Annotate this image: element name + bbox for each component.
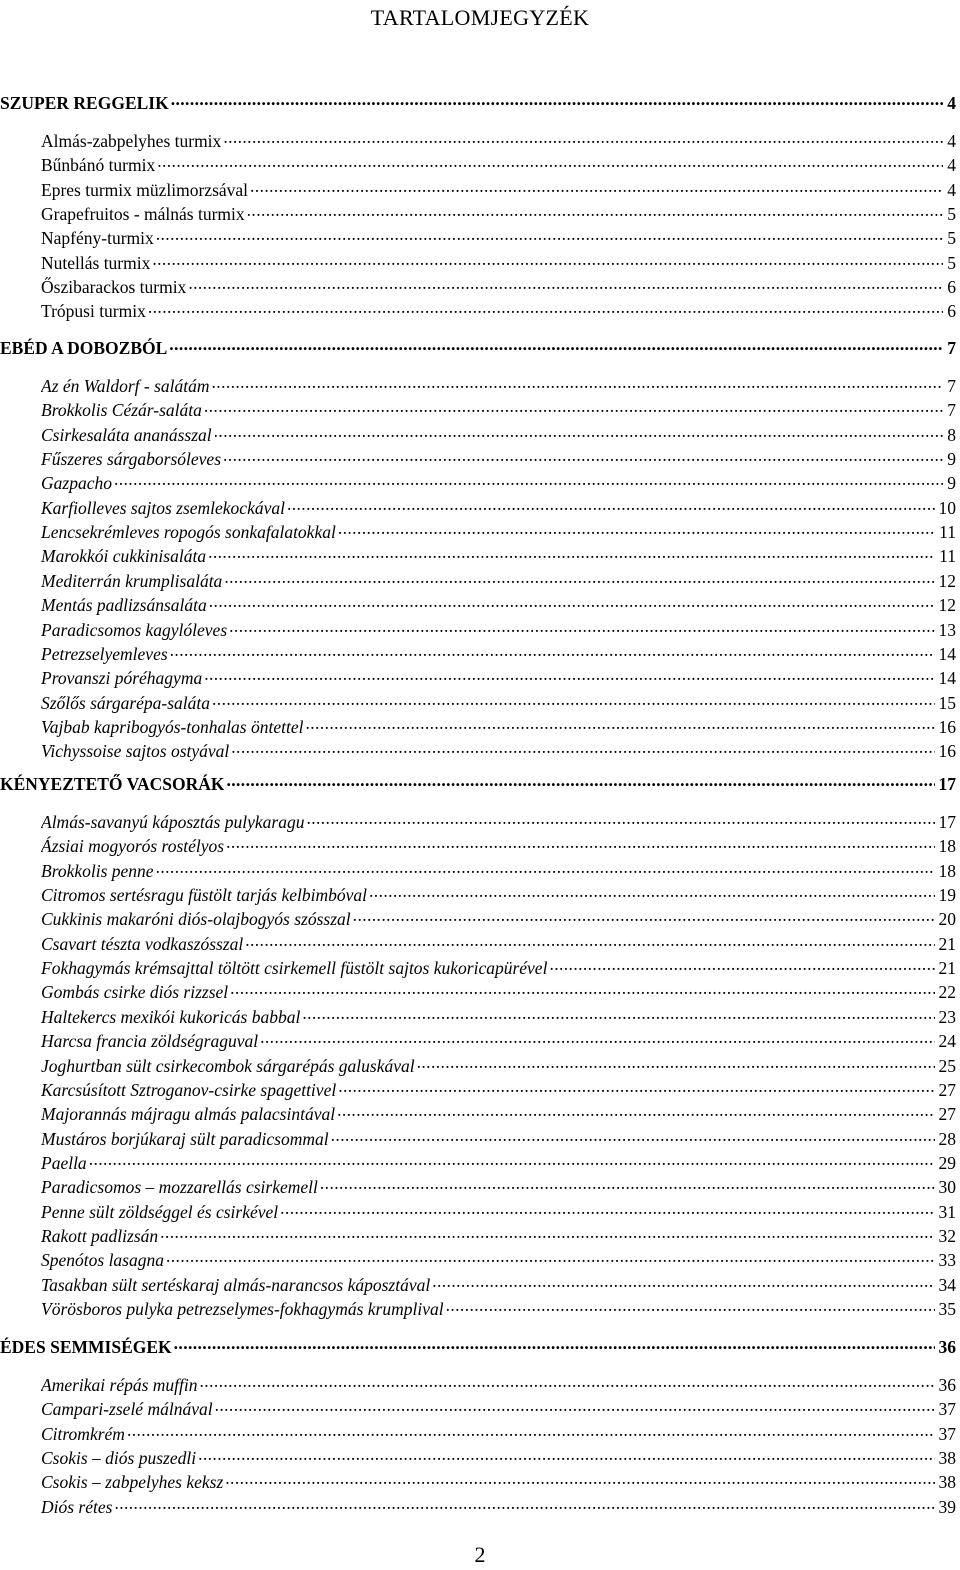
dot-leader — [214, 421, 944, 441]
toc-entry[interactable] — [41, 127, 960, 151]
section-page-number: 4 — [947, 93, 956, 113]
entry-page-number: 39 — [938, 1497, 956, 1517]
entry-page-number: 25 — [938, 1056, 956, 1076]
dot-leader — [247, 200, 944, 220]
dot-leader — [200, 1371, 935, 1391]
entry-page-number: 27 — [938, 1104, 956, 1124]
toc-entry[interactable] — [41, 518, 960, 542]
entry-page-number: 19 — [938, 885, 956, 905]
section-page-number: 36 — [938, 1337, 956, 1357]
entry-title: Joghurtban sült csirkecombok sárgarépás galuskával — [41, 1056, 415, 1076]
entry-title: Karcsúsított Sztroganov-csirke spagettivel — [41, 1080, 337, 1100]
entry-title: Rakott padlizsán — [41, 1226, 159, 1246]
dot-leader — [204, 664, 934, 684]
entry-page-number: 37 — [938, 1424, 956, 1444]
toc-entry[interactable] — [41, 857, 960, 881]
entry-title: Fokhagymás krémsajttal töltött csirkemell füstölt sajtos kukoricapürével — [41, 958, 548, 978]
entry-title: Marokkói cukkinisaláta — [41, 546, 207, 566]
entry-page-number: 38 — [938, 1472, 956, 1492]
entry-page-number: 35 — [938, 1299, 956, 1319]
toc-entry[interactable] — [41, 640, 960, 664]
dot-leader — [226, 770, 934, 790]
dot-leader — [226, 832, 934, 852]
dot-leader — [320, 1173, 935, 1193]
dot-leader — [114, 469, 943, 489]
entry-title: Vajbab kapribogyós-tonhalas öntettel — [41, 717, 304, 737]
toc-entry[interactable] — [41, 1271, 960, 1295]
entry-page-number: 8 — [947, 425, 956, 445]
toc-entry[interactable] — [41, 224, 960, 248]
toc-entry[interactable] — [41, 249, 960, 273]
entry-page-number: 18 — [938, 861, 956, 881]
entry-page-number: 4 — [947, 180, 956, 200]
toc-entry[interactable] — [41, 421, 960, 445]
toc-entry[interactable] — [41, 273, 960, 297]
entry-page-number: 7 — [947, 400, 956, 420]
entry-title: Gazpacho — [41, 473, 112, 493]
dot-leader — [160, 1222, 934, 1242]
entry-page-number: 11 — [939, 522, 956, 542]
entry-title: Tasakban sült sertéskaraj almás-narancsos káposztával — [41, 1275, 431, 1295]
entry-page-number: 34 — [938, 1275, 956, 1295]
entry-title: Almás-savanyú káposztás pulykaragu — [41, 812, 305, 832]
entry-page-number: 33 — [938, 1250, 956, 1270]
dot-leader — [148, 297, 943, 317]
toc-entry[interactable] — [41, 1395, 960, 1419]
section-title: KÉNYEZTETŐ VACSORÁK — [0, 774, 225, 794]
dot-leader — [208, 542, 935, 562]
entry-page-number: 13 — [938, 620, 956, 640]
dot-leader — [170, 640, 935, 660]
dot-leader — [225, 1468, 934, 1488]
dot-leader — [446, 1295, 935, 1315]
dot-leader — [229, 616, 934, 636]
entry-title: Trópusi turmix — [41, 301, 146, 321]
dot-leader — [156, 224, 944, 244]
entry-page-number: 9 — [947, 449, 956, 469]
toc-entry[interactable] — [41, 396, 960, 420]
entry-title: Gombás csirke diós rizzsel — [41, 982, 229, 1002]
dot-leader — [338, 1076, 934, 1096]
toc-entry[interactable] — [41, 1052, 960, 1076]
entry-title: Csokis – diós puszedli — [41, 1448, 197, 1468]
toc-entry[interactable] — [41, 567, 960, 591]
toc-entry[interactable] — [41, 176, 960, 200]
entry-page-number: 11 — [939, 546, 956, 566]
entry-page-number: 6 — [947, 277, 956, 297]
entry-page-number: 31 — [938, 1202, 956, 1222]
dot-leader — [549, 954, 934, 974]
entry-title: Az én Waldorf - salátám — [41, 376, 210, 396]
toc-entry[interactable] — [41, 494, 960, 518]
entry-title: Harcsa francia zöldségraguval — [41, 1031, 259, 1051]
toc-entry[interactable] — [41, 1295, 960, 1319]
entry-page-number: 16 — [938, 741, 956, 761]
entry-title: Campari-zselé málnával — [41, 1399, 213, 1419]
dot-leader — [302, 1003, 934, 1023]
toc-section-heading[interactable] — [0, 89, 960, 113]
dot-leader — [337, 1100, 934, 1120]
entry-title: Majorannás májragu almás palacsintával — [41, 1104, 336, 1124]
dot-leader — [204, 396, 943, 416]
dot-leader — [250, 176, 943, 196]
dot-leader — [338, 518, 935, 538]
dot-leader — [417, 1052, 935, 1072]
entry-title: Cukkinis makaróni diós-olajbogyós szósszal — [41, 909, 351, 929]
toc-entry[interactable] — [41, 881, 960, 905]
dot-leader — [260, 1027, 934, 1047]
toc-entry[interactable] — [41, 689, 960, 713]
entry-page-number: 14 — [938, 668, 956, 688]
dot-leader — [156, 857, 935, 877]
dot-leader — [287, 494, 935, 514]
entry-page-number: 28 — [938, 1129, 956, 1149]
entry-title: Almás-zabpelyhes turmix — [41, 131, 222, 151]
entry-page-number: 36 — [938, 1375, 956, 1395]
entry-title: Bűnbánó turmix — [41, 155, 156, 175]
toc-entry[interactable] — [41, 1149, 960, 1173]
toc-entry[interactable] — [41, 297, 960, 321]
entry-title: Paradicsomos – mozzarellás csirkemell — [41, 1177, 318, 1197]
toc-entry[interactable] — [41, 737, 960, 761]
entry-page-number: 17 — [938, 812, 956, 832]
toc-entry[interactable] — [41, 954, 960, 978]
dot-leader — [353, 905, 935, 925]
toc-entry[interactable] — [41, 1100, 960, 1124]
section-title: ÉDES SEMMISÉGEK — [0, 1337, 172, 1357]
toc-entry[interactable] — [41, 1003, 960, 1027]
entry-page-number: 15 — [938, 693, 956, 713]
dot-leader — [230, 978, 934, 998]
toc-entry[interactable] — [41, 832, 960, 856]
entry-title: Spenótos lasagna — [41, 1250, 164, 1270]
entry-title: Grapefruitos - málnás turmix — [41, 204, 245, 224]
entry-title: Szőlős sárgarépa-saláta — [41, 693, 211, 713]
entry-page-number: 29 — [938, 1153, 956, 1173]
entry-page-number: 5 — [947, 253, 956, 273]
entry-page-number: 21 — [938, 934, 956, 954]
dot-leader — [231, 737, 934, 757]
dot-leader — [369, 881, 934, 901]
entry-title: Haltekercs mexikói kukoricás babbal — [41, 1007, 301, 1027]
entry-title: Diós rétes — [41, 1497, 113, 1517]
entry-page-number: 6 — [947, 301, 956, 321]
toc-entry[interactable] — [41, 1493, 960, 1517]
dot-leader — [306, 808, 934, 828]
toc-entry[interactable] — [41, 200, 960, 224]
page-title: TARTALOMJEGYZÉK — [370, 5, 590, 30]
toc-entry[interactable] — [41, 930, 960, 954]
entry-page-number: 10 — [938, 498, 956, 518]
entry-title: Csokis – zabpelyhes keksz — [41, 1472, 224, 1492]
toc-entry[interactable] — [41, 372, 960, 396]
entry-page-number: 5 — [947, 228, 956, 248]
toc-section-heading[interactable] — [0, 334, 960, 358]
entry-title: Napfény-turmix — [41, 228, 154, 248]
entry-page-number: 16 — [938, 717, 956, 737]
entry-page-number: 12 — [938, 595, 956, 615]
entry-title: Lencsekrémleves ropogós sonkafalatokkal — [41, 522, 336, 542]
entry-title: Brokkolis penne — [41, 861, 154, 881]
dot-leader — [223, 445, 943, 465]
entry-title: Petrezselyemleves — [41, 644, 168, 664]
dot-leader — [174, 1333, 935, 1353]
toc-entry[interactable] — [41, 664, 960, 688]
entry-page-number: 20 — [938, 909, 956, 929]
dot-leader — [215, 1395, 935, 1415]
toc-entry[interactable] — [41, 542, 960, 566]
entry-title: Vichyssoise sajtos ostyával — [41, 741, 230, 761]
entry-page-number: 22 — [938, 982, 956, 1002]
dot-leader — [157, 151, 943, 171]
toc-entry[interactable] — [41, 469, 960, 493]
toc-entry[interactable] — [41, 978, 960, 1002]
entry-page-number: 4 — [947, 155, 956, 175]
entry-page-number: 7 — [947, 376, 956, 396]
entry-page-number: 21 — [938, 958, 956, 978]
section-page-number: 17 — [938, 774, 956, 794]
dot-leader — [223, 127, 943, 147]
entry-title: Brokkolis Cézár-saláta — [41, 400, 202, 420]
toc-entry[interactable] — [41, 713, 960, 737]
entry-title: Mustáros borjúkaraj sült paradicsommal — [41, 1129, 329, 1149]
dot-leader — [198, 1444, 934, 1464]
toc-entry[interactable] — [41, 1420, 960, 1444]
toc-entry[interactable] — [41, 151, 960, 175]
dot-leader — [305, 713, 934, 733]
dot-leader — [280, 1198, 934, 1218]
entry-title: Amerikai répás muffin — [41, 1375, 198, 1395]
entry-title: Citromos sertésragu füstölt tarjás kelbimbóval — [41, 885, 368, 905]
entry-page-number: 37 — [938, 1399, 956, 1419]
dot-leader — [166, 1246, 935, 1266]
toc-entry[interactable] — [41, 1027, 960, 1051]
toc-section-heading[interactable] — [0, 770, 960, 794]
entry-title: Epres turmix müzlimorzsával — [41, 180, 249, 200]
toc-entry[interactable] — [41, 616, 960, 640]
entry-title: Karfiolleves sajtos zsemlekockával — [41, 498, 285, 518]
dot-leader — [331, 1125, 935, 1145]
dot-leader — [224, 567, 934, 587]
entry-title: Csavart tészta vodkaszósszal — [41, 934, 244, 954]
entry-title: Paradicsomos kagylóleves — [41, 620, 228, 640]
entry-title: Ázsiai mogyorós rostélyos — [41, 836, 225, 856]
entry-page-number: 12 — [938, 571, 956, 591]
toc-entry[interactable] — [41, 1173, 960, 1197]
section-title: SZUPER REGGELIK — [0, 93, 169, 113]
entry-page-number: 24 — [938, 1031, 956, 1051]
dot-leader — [114, 1493, 934, 1513]
entry-title: Csirkesaláta ananásszal — [41, 425, 212, 445]
toc-entry[interactable] — [41, 445, 960, 469]
entry-page-number: 4 — [947, 131, 956, 151]
entry-title: Provanszi póréhagyma — [41, 668, 203, 688]
entry-title: Paella — [41, 1153, 87, 1173]
entry-title: Nutellás turmix — [41, 253, 151, 273]
toc-entry[interactable] — [41, 1371, 960, 1395]
entry-title: Fűszeres sárgaborsóleves — [41, 449, 222, 469]
dot-leader — [432, 1271, 934, 1291]
entry-page-number: 30 — [938, 1177, 956, 1197]
dot-leader — [171, 89, 944, 109]
entry-page-number: 18 — [938, 836, 956, 856]
dot-leader — [127, 1420, 935, 1440]
dot-leader — [152, 249, 943, 269]
entry-page-number: 14 — [938, 644, 956, 664]
toc-section-heading[interactable] — [0, 1333, 960, 1357]
toc-entry[interactable] — [41, 905, 960, 929]
dot-leader — [169, 334, 943, 354]
entry-title: Vörösboros pulyka petrezselymes-fokhagymás krumplival — [41, 1299, 444, 1319]
section-title: EBÉD A DOBOZBÓL — [0, 338, 168, 358]
dot-leader — [212, 689, 934, 709]
toc-entry[interactable] — [41, 591, 960, 615]
dot-leader — [245, 930, 934, 950]
toc-entry[interactable] — [41, 1125, 960, 1149]
dot-leader — [209, 591, 935, 611]
dot-leader — [188, 273, 943, 293]
entry-page-number: 38 — [938, 1448, 956, 1468]
page-number: 2 — [474, 1542, 486, 1567]
entry-title: Őszibarackos turmix — [41, 277, 187, 297]
dot-leader — [89, 1149, 935, 1169]
toc-entry[interactable] — [41, 1222, 960, 1246]
toc-entry[interactable] — [41, 1444, 960, 1468]
entry-page-number: 23 — [938, 1007, 956, 1027]
entry-page-number: 5 — [947, 204, 956, 224]
entry-page-number: 27 — [938, 1080, 956, 1100]
entry-title: Citromkrém — [41, 1424, 125, 1444]
entry-title: Mediterrán krumplisaláta — [41, 571, 223, 591]
section-page-number: 7 — [947, 338, 956, 358]
entry-page-number: 9 — [947, 473, 956, 493]
toc-entry[interactable] — [41, 1198, 960, 1222]
entry-title: Mentás padlizsánsaláta — [41, 595, 207, 615]
entry-title: Penne sült zöldséggel és csirkével — [41, 1202, 279, 1222]
dot-leader — [212, 372, 944, 392]
entry-page-number: 32 — [938, 1226, 956, 1246]
toc-entry[interactable] — [41, 808, 960, 832]
toc-entry[interactable] — [41, 1076, 960, 1100]
toc-entry[interactable] — [41, 1468, 960, 1492]
toc-entry[interactable] — [41, 1246, 960, 1270]
